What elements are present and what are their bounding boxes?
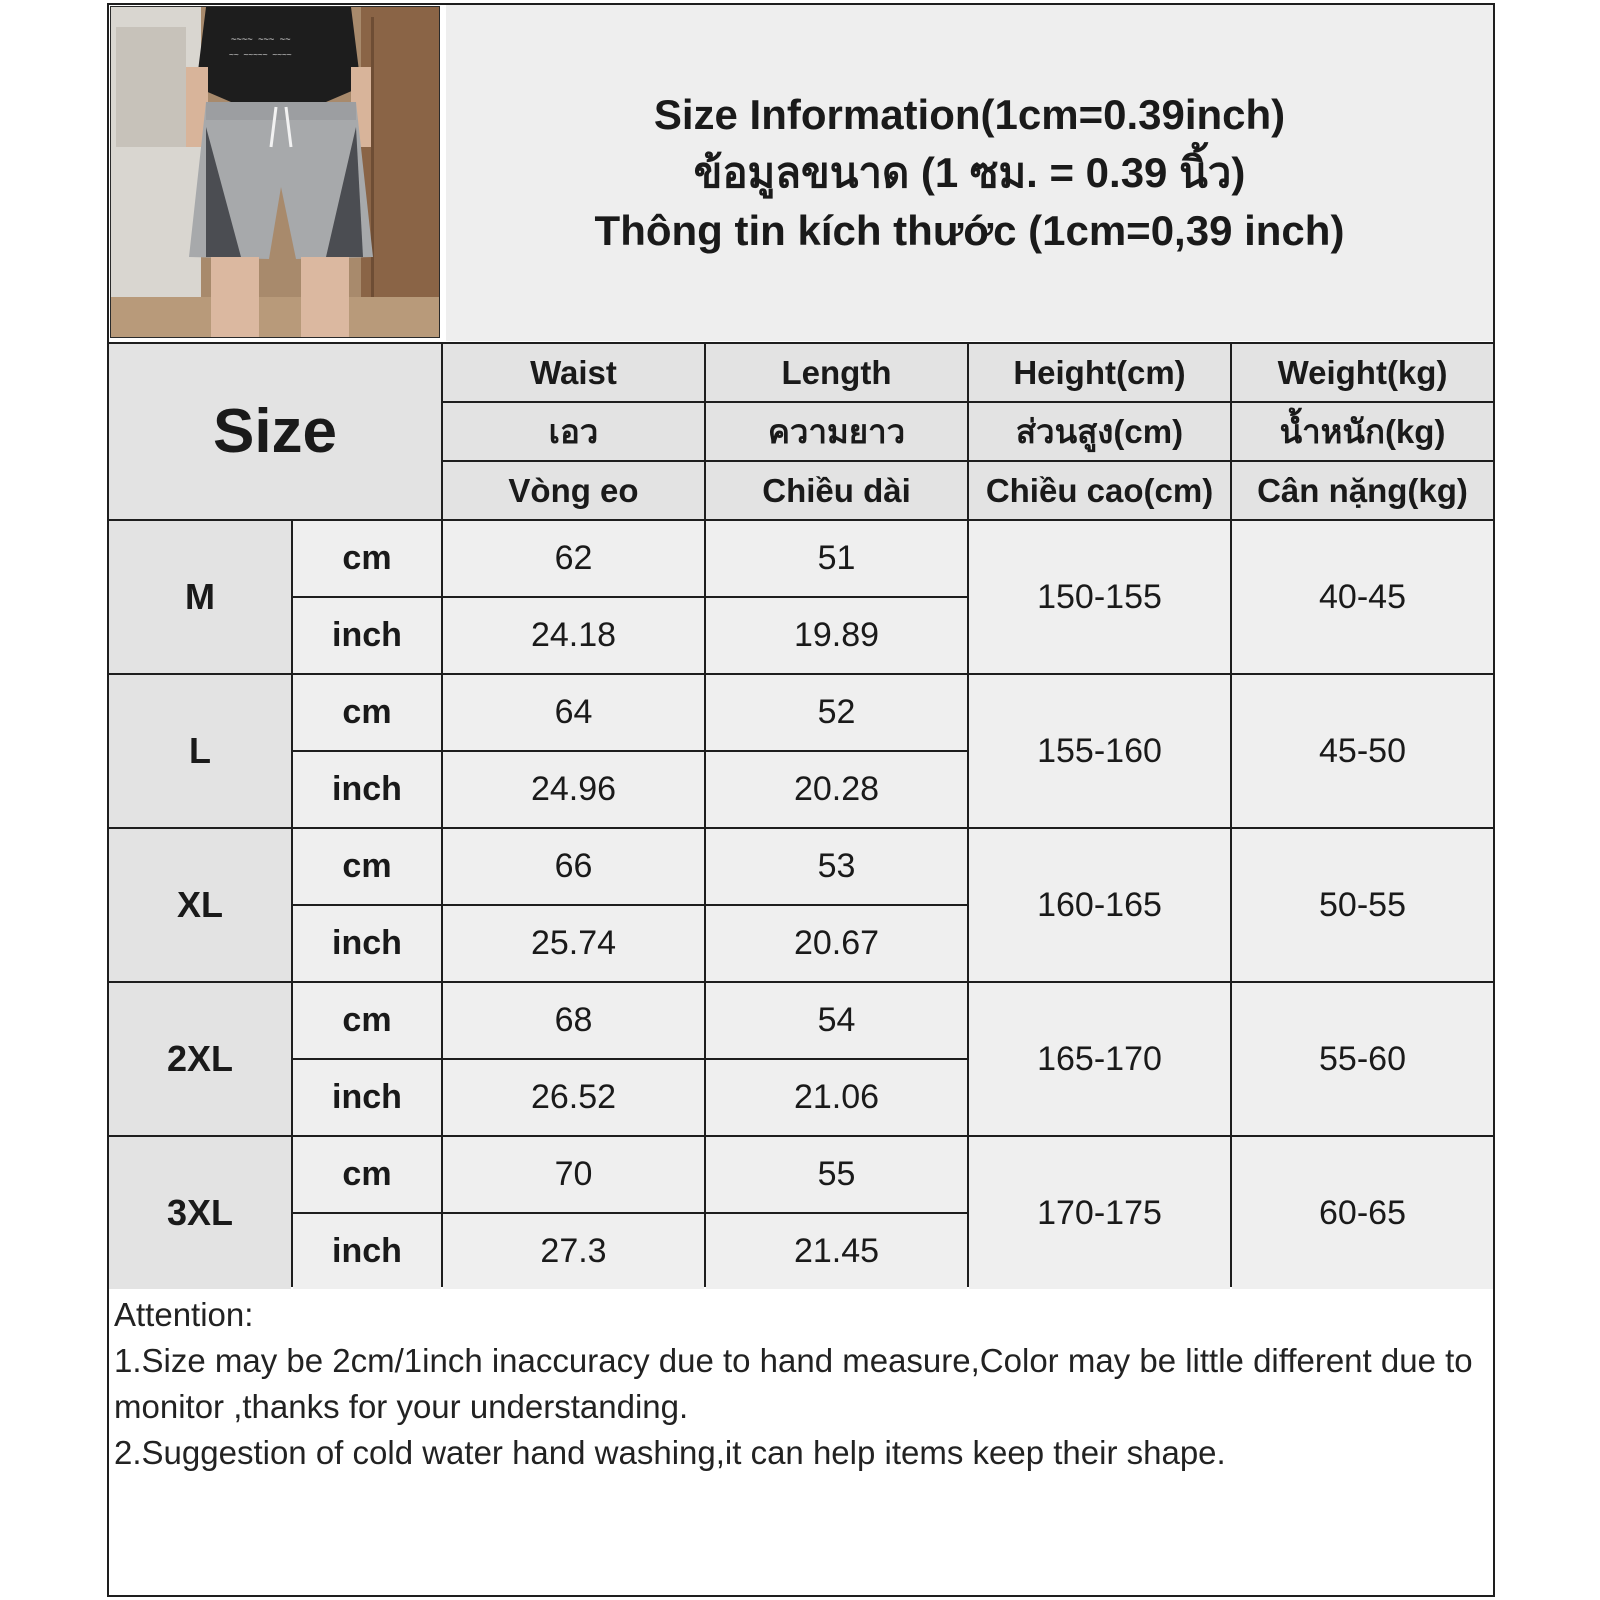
col-header-length-th: ความยาว <box>706 403 967 460</box>
col-header-height-en: Height(cm) <box>969 344 1230 401</box>
title-english: Size Information(1cm=0.39inch) <box>653 91 1286 138</box>
weight-range: 50-55 <box>1232 829 1493 981</box>
unit-cm-label: cm <box>293 521 441 596</box>
length-inch-value: 21.06 <box>706 1060 967 1135</box>
size-header: Size <box>109 344 441 519</box>
title-thai: ข้อมูลขนาด (1 ซม. = 0.39 นิ้ว) <box>693 149 1246 196</box>
svg-text:~~~~ ~~~ ~~: ~~~~ ~~~ ~~ <box>231 35 291 45</box>
length-cm-value: 55 <box>706 1137 967 1212</box>
attention-heading: Attention: <box>114 1296 254 1333</box>
product-photo <box>110 6 440 338</box>
weight-range: 60-65 <box>1232 1137 1493 1289</box>
length-inch-value: 21.45 <box>706 1214 967 1289</box>
col-header-weight-vi: Cân nặng(kg) <box>1232 462 1493 519</box>
length-cm-value: 53 <box>706 829 967 904</box>
size-table <box>107 342 1495 1287</box>
weight-range: 40-45 <box>1232 521 1493 673</box>
length-cm-value: 51 <box>706 521 967 596</box>
unit-inch-label: inch <box>293 752 441 827</box>
height-range: 170-175 <box>969 1137 1230 1289</box>
height-range: 155-160 <box>969 675 1230 827</box>
attention-note-2: 2.Suggestion of cold water hand washing,it can help items keep their shape. <box>114 1434 1226 1471</box>
weight-range: 45-50 <box>1232 675 1493 827</box>
col-header-length-vi: Chiều dài <box>706 462 967 519</box>
waist-cm-value: 70 <box>443 1137 704 1212</box>
weight-range: 55-60 <box>1232 983 1493 1135</box>
waist-cm-value: 62 <box>443 521 704 596</box>
height-range: 165-170 <box>969 983 1230 1135</box>
length-cm-value: 52 <box>706 675 967 750</box>
waist-inch-value: 25.74 <box>443 906 704 981</box>
col-header-waist-vi: Vòng eo <box>443 462 704 519</box>
size-label: 3XL <box>109 1137 291 1289</box>
waist-cm-value: 68 <box>443 983 704 1058</box>
waist-cm-value: 64 <box>443 675 704 750</box>
length-cm-value: 54 <box>706 983 967 1058</box>
waist-inch-value: 27.3 <box>443 1214 704 1289</box>
col-header-waist-en: Waist <box>443 344 704 401</box>
unit-cm-label: cm <box>293 829 441 904</box>
length-inch-value: 19.89 <box>706 598 967 673</box>
title-box <box>446 5 1493 341</box>
waist-inch-value: 26.52 <box>443 1060 704 1135</box>
size-label: 2XL <box>109 983 291 1135</box>
size-label: L <box>109 675 291 827</box>
col-header-waist-th: เอว <box>443 403 704 460</box>
unit-inch-label: inch <box>293 598 441 673</box>
col-header-height-vi: Chiều cao(cm) <box>969 462 1230 519</box>
waist-cm-value: 66 <box>443 829 704 904</box>
col-header-weight-th: น้ำหนัก(kg) <box>1232 403 1493 460</box>
height-range: 160-165 <box>969 829 1230 981</box>
title-vietnamese: Thông tin kích thước (1cm=0,39 inch) <box>594 207 1345 254</box>
length-inch-value: 20.28 <box>706 752 967 827</box>
unit-inch-label: inch <box>293 1214 441 1289</box>
unit-cm-label: cm <box>293 983 441 1058</box>
size-label: M <box>109 521 291 673</box>
col-header-weight-en: Weight(kg) <box>1232 344 1493 401</box>
length-inch-value: 20.67 <box>706 906 967 981</box>
waist-inch-value: 24.96 <box>443 752 704 827</box>
col-header-height-th: ส่วนสูง(cm) <box>969 403 1230 460</box>
unit-inch-label: inch <box>293 906 441 981</box>
attention-notes <box>114 1292 1486 1476</box>
unit-cm-label: cm <box>293 1137 441 1212</box>
unit-cm-label: cm <box>293 675 441 750</box>
col-header-length-en: Length <box>706 344 967 401</box>
attention-note-1: 1.Size may be 2cm/1inch inaccuracy due to hand measure,Color may be little different due to monitor ,thanks for your understanding. <box>114 1342 1473 1425</box>
unit-inch-label: inch <box>293 1060 441 1135</box>
waist-inch-value: 24.18 <box>443 598 704 673</box>
size-label: XL <box>109 829 291 981</box>
svg-text:~~ ~~~~~ ~~~~: ~~ ~~~~~ ~~~~ <box>229 50 292 59</box>
height-range: 150-155 <box>969 521 1230 673</box>
